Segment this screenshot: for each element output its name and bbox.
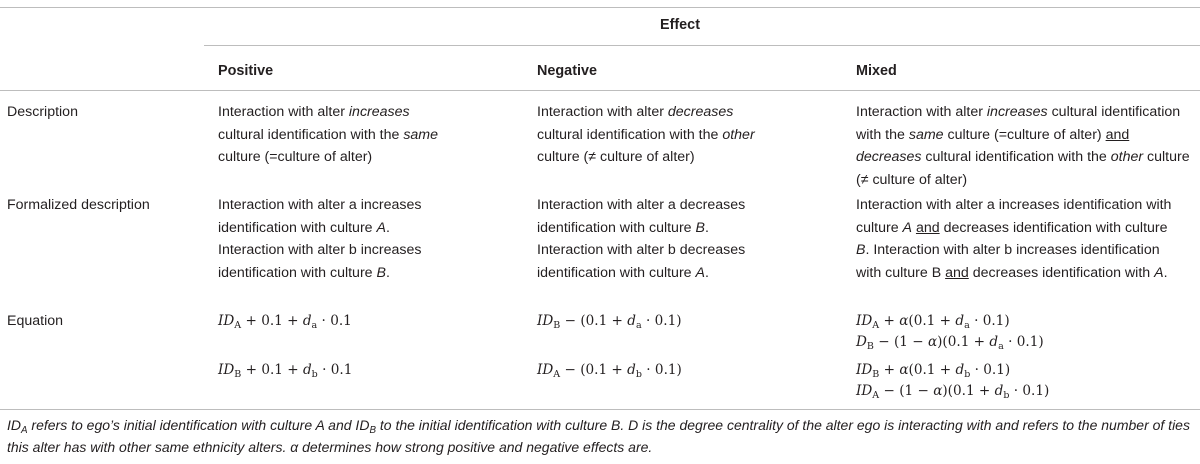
column-header-positive: Positive [218,63,274,79]
eq-sub: a [311,319,318,331]
emphasis: increases [986,104,1048,120]
text: cultural identification with the [921,149,1111,166]
eq-var: d [955,362,965,378]
text: to the initial identification with culture B. D is the degree centrality of the alter ego is interacting with and refers to the number of ties this alter has with other same ethnicity alters. α determines how strong positive and negative effects are. [7,417,1190,455]
eq-op: · 0.1) [641,362,682,378]
row-label-formalized: Formalized description [7,197,150,213]
text: . [704,264,709,281]
eq-var: D [856,334,867,350]
eq-sub: b [1003,389,1010,401]
eq-var: d [302,362,312,378]
eq-op: + [879,362,900,378]
eq-sub: a [635,319,642,331]
equation-negative-b [537,359,837,382]
eq-op: · 0.1) [969,313,1010,329]
eq-sub: B [553,319,561,331]
eq-op: )(0.1 + [937,334,990,350]
eq-sub: B [234,368,242,380]
text: culture (=culture of alter) [943,126,1106,143]
eq-var: ID [537,362,554,378]
emphasis: decreases [667,104,734,120]
eq-var: d [302,313,312,329]
eq-op: + [879,313,900,329]
eq-sub: B [866,340,874,352]
row-label-equation: Equation [7,313,64,329]
equation-negative-a [537,310,837,333]
text: . Interaction with alter b increases identification with culture B [856,242,1160,281]
description-mixed-cell [856,101,1192,191]
eq-var: d [989,334,999,350]
eq-op: − (1 − [879,383,934,399]
eq-var: ID [856,313,873,329]
eq-op: · 0.1 [317,362,353,378]
underlined: and [945,264,969,281]
eq-op: · 0.1) [641,313,682,329]
emphasis: other [1110,149,1144,166]
formalized-mixed-cell [856,194,1181,284]
emphasis: same [908,126,944,143]
text: refers to ego’s initial identification with culture A and ID [27,417,370,433]
eq-sub: B [872,368,880,380]
text: Interaction with alter a increases identification with culture [218,197,422,236]
text: Interaction with alter a increases identification with culture [856,197,1172,236]
column-header-negative: Negative [537,63,597,79]
text: decreases identification with [968,264,1155,281]
description-negative-cell [537,101,837,169]
eq-sub: a [964,319,970,331]
eq-sub: b [311,368,318,380]
eq-var: ID [856,383,873,399]
eq-var: d [994,383,1004,399]
formalized-positive-cell [218,194,463,284]
eq-sub: A [553,368,561,380]
text: culture (≠ culture of alter) [856,149,1190,188]
eq-var: ID [537,313,554,329]
emphasis: decreases [856,149,922,166]
column-header-mixed: Mixed [856,63,897,79]
text: cultural identification with the [856,104,1181,143]
emphasis: same [403,126,439,143]
underlined: and [915,219,940,236]
table-top-rule [0,7,1200,8]
eq-op: − (0.1 + [560,313,628,329]
underlined: and [1105,126,1130,143]
text: Interaction with alter [537,104,668,120]
emphasis: B [856,242,866,259]
table-bottom-rule [0,409,1200,410]
eq-alpha: α [899,313,909,329]
emphasis: A [376,219,386,236]
emphasis: B [376,264,386,281]
text: Interaction with alter a decreases identification with culture [537,197,746,236]
equation-mixed-a2 [856,331,1192,354]
eq-op: − (0.1 + [560,362,628,378]
eq-var: d [627,362,636,378]
effect-underline-rule [204,45,1200,46]
eq-var: ID [218,362,235,378]
text: cultural identification with the [218,126,404,143]
eq-var: d [627,313,636,329]
row-label-description: Description [7,104,78,120]
text: culture (=culture of alter) [218,149,373,166]
eq-op: )(0.1 + [942,383,995,399]
emphasis: A [695,264,705,281]
text: ID [7,417,21,433]
emphasis: B [695,219,705,236]
eq-alpha: α [933,383,943,399]
text: cultural identification with the [537,126,723,143]
text: Interaction with alter [856,104,987,120]
formalized-negative-cell [537,194,782,284]
eq-op: · 0.1 [317,313,352,329]
eq-var: d [955,313,965,329]
emphasis: other [722,126,755,143]
text: . [385,219,390,236]
text: Interaction with alter b decreases identification with culture [537,242,746,281]
eq-var: ID [856,362,873,378]
eq-op: · 0.1) [1009,383,1050,399]
text: decreases identification with culture [939,219,1168,236]
eq-alpha: α [899,362,909,378]
header-bottom-rule [0,90,1200,91]
eq-sub: b [964,368,971,380]
eq-sub: A [234,319,242,331]
eq-op: − (1 − [873,334,928,350]
description-positive-cell [218,101,518,169]
emphasis: increases [348,104,410,120]
equation-mixed-a1 [856,310,1192,333]
eq-op: (0.1 + [908,362,956,378]
eq-sub: A [872,389,880,401]
equation-mixed-b2 [856,380,1192,403]
eq-sub: A [872,319,880,331]
eq-sub: b [635,368,642,380]
eq-op: (0.1 + [908,313,956,329]
equation-positive-a [218,310,518,333]
emphasis: A [902,219,912,236]
text: . [704,219,709,236]
equation-positive-b [218,359,518,382]
text: . [385,264,390,281]
text: culture (≠ culture of alter) [537,149,695,166]
eq-op: · 0.1) [970,362,1011,378]
text: . [1163,264,1168,281]
equation-mixed-b1 [856,359,1192,382]
eq-alpha: α [927,334,938,350]
text: Interaction with alter b increases identification with culture [218,242,422,281]
text: Interaction with alter [218,104,349,120]
effect-header: Effect [660,17,700,33]
subscript: A [21,424,28,436]
table-footnote [7,414,1195,458]
eq-op: + 0.1 + [241,313,303,329]
eq-op: + 0.1 + [241,362,303,378]
emphasis: A [1154,264,1164,281]
eq-sub: a [998,340,1004,352]
eq-op: · 0.1) [1003,334,1044,350]
eq-var: ID [218,313,235,329]
subscript: B [369,424,376,436]
